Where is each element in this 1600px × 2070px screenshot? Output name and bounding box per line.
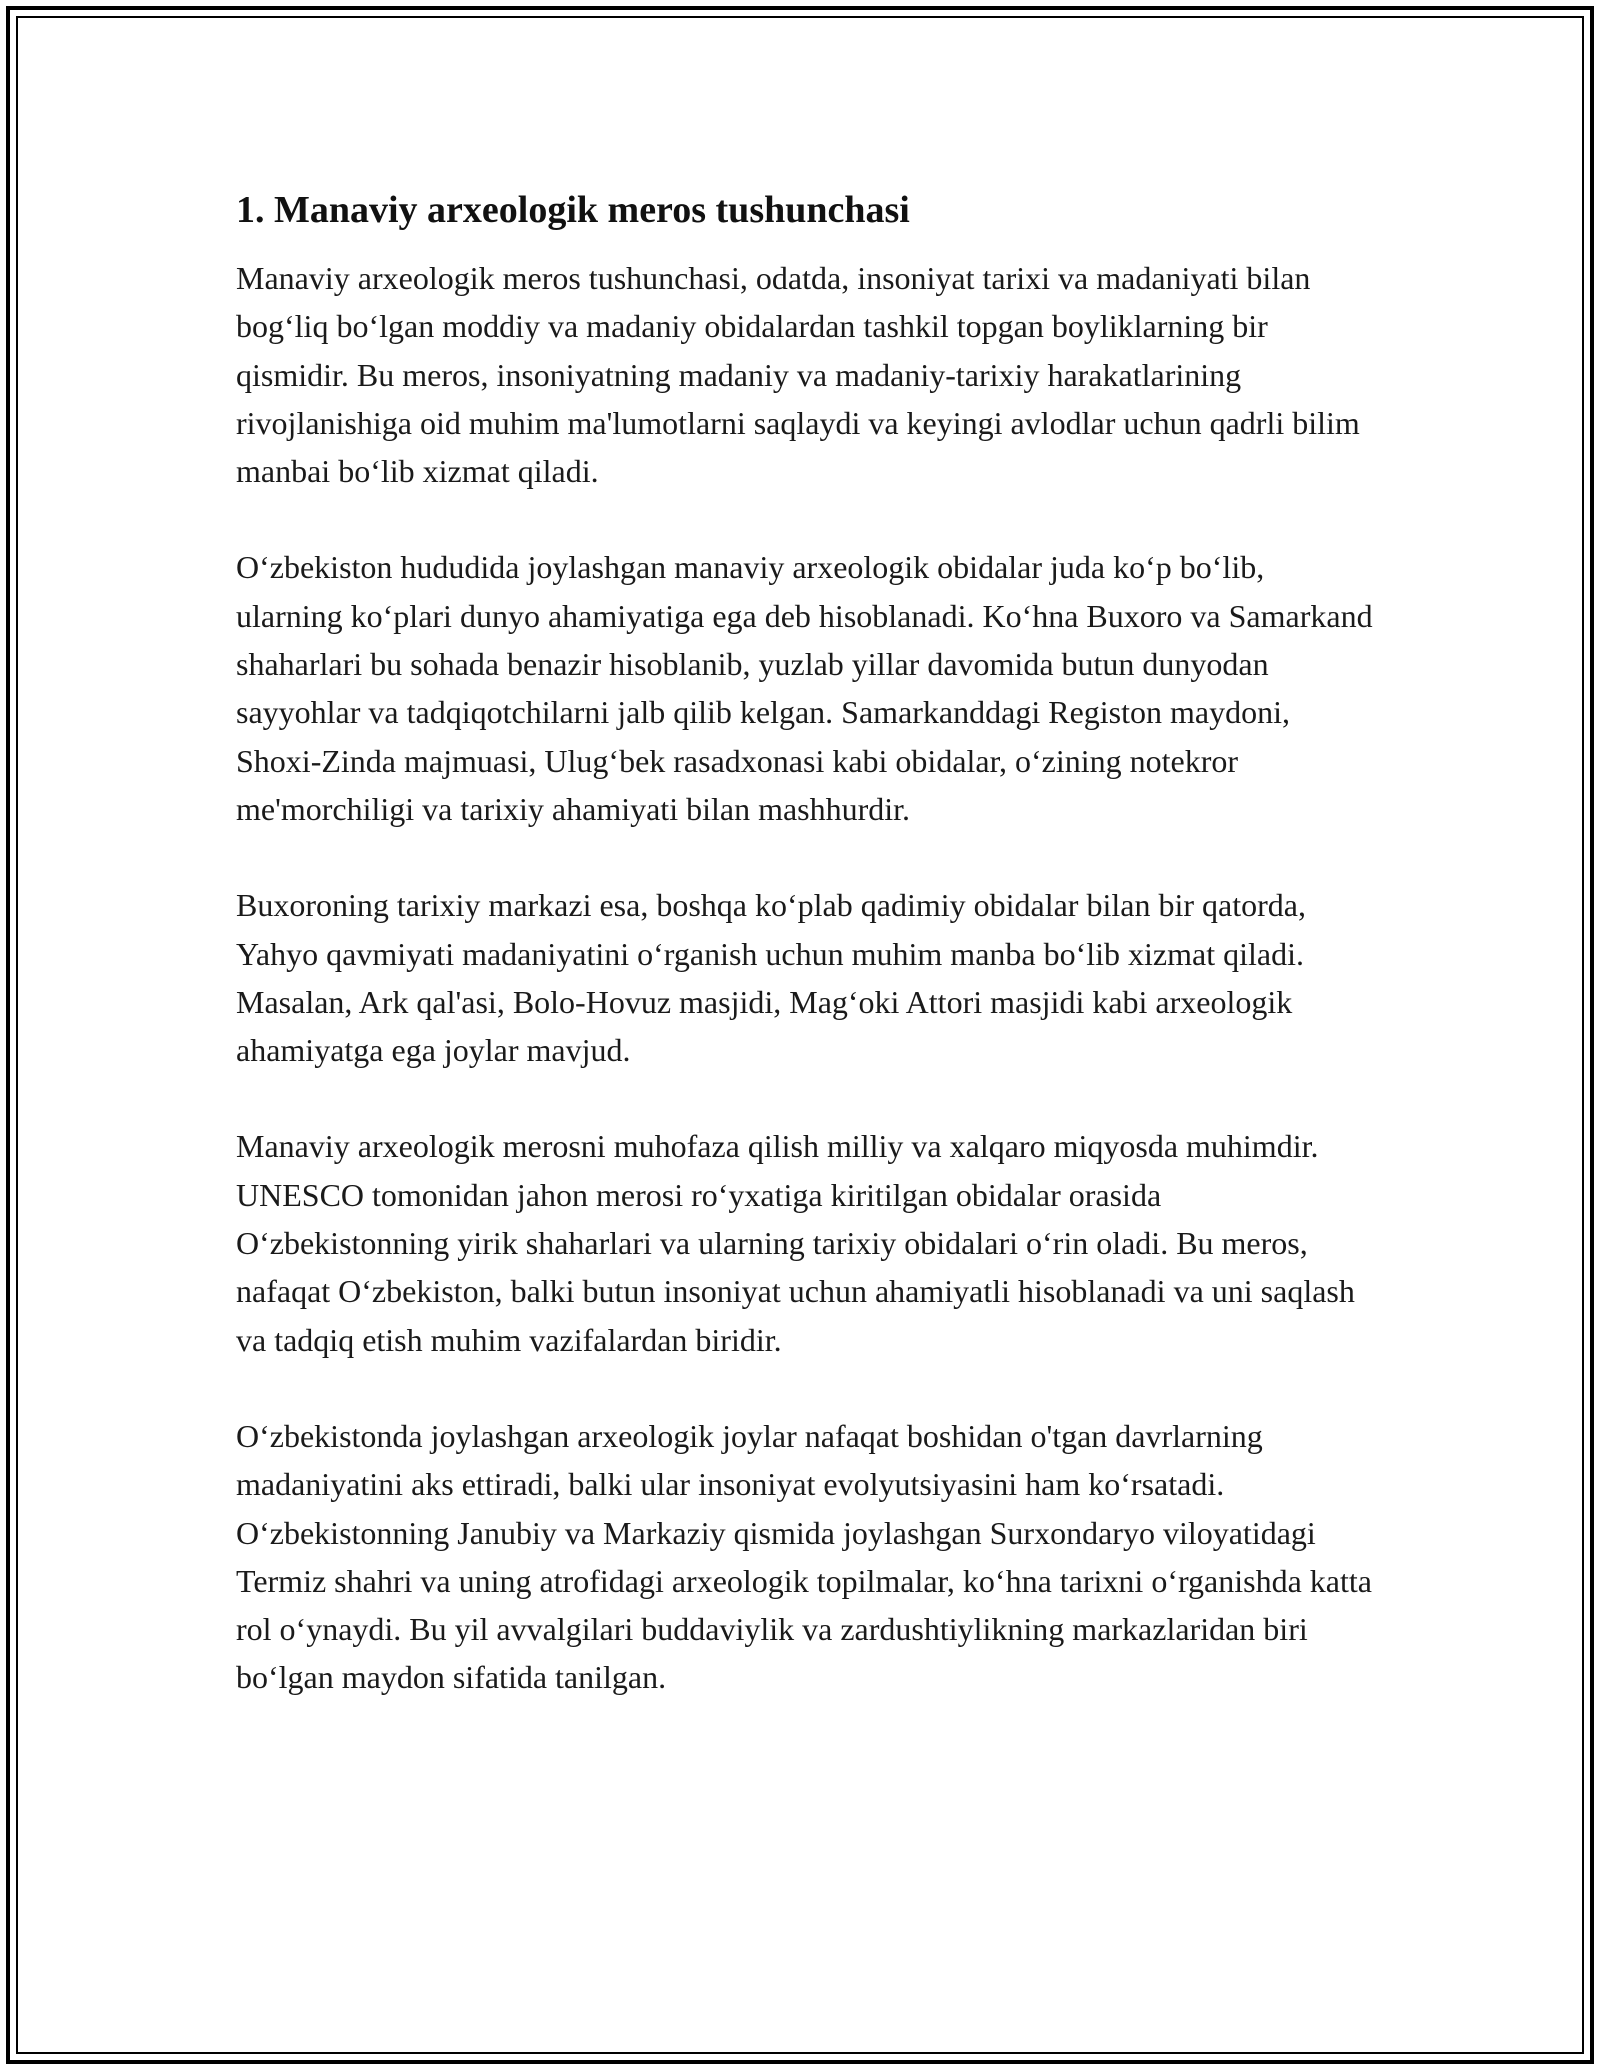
paragraph: Buxoroning tarixiy markazi esa, boshqa koʻplab qadimiy obidalar bilan bir qatorda, Yahyo qavmiyati madaniyatini oʻrganish uchun muhim manba boʻlib xizmat qiladi. Masalan, Ark qal'asi, Bolo-Hovuz masjidi, Magʻoki Attori masjidi kabi arxeologik ahamiyatga ega joylar mavjud. bbox=[236, 887, 1306, 1069]
paragraph: Oʻzbekiston hududida joylashgan manaviy arxeologik obidalar juda koʻp boʻlib, ularning koʻplari dunyo ahamiyatiga ega deb hisoblanadi. Koʻhna Buxoro va Samarkand shaharlari bu sohada benazir hisoblanib, yuzlab yillar davomida butun dunyodan sayyohlar va tadqiqotchilarni jalb qilib kelgan. Samarkanddagi Registon maydoni, Shoxi-Zinda majmuasi, Ulugʻbek rasadxonasi kabi obidalar, oʻzining notekror me'morchiligi va tarixiy ahamiyati bilan mashhurdir. bbox=[236, 549, 1373, 827]
document-body bbox=[236, 186, 1376, 1750]
paragraph: Manaviy arxeologik meros tushunchasi, odatda, insoniyat tarixi va madaniyati bilan bogʻliq boʻlgan moddiy va madaniy obidalardan tashkil topgan boyliklarning bir qismidir. Bu meros, insoniyatning madaniy va madaniy-tarixiy harakatlarining rivojlanishiga oid muhim ma'lumotlarni saqlaydi va keyingi avlodlar uchun qadrli bilim manbai boʻlib xizmat qiladi. bbox=[236, 260, 1360, 490]
section-heading: 1. Manaviy arxeologik meros tushunchasi bbox=[236, 189, 910, 231]
paragraph: Oʻzbekistonda joylashgan arxeologik joylar nafaqat boshidan o'tgan davrlarning madaniyatini aks ettiradi, balki ular insoniyat evolyutsiyasini ham koʻrsatadi. Oʻzbekistonning Janubiy va Markaziy qismida joylashgan Surxondaryo viloyatidagi Termiz shahri va uning atrofidagi arxeologik topilmalar, koʻhna tarixni oʻrganishda katta rol oʻynaydi. Bu yil avvalgilari buddaviylik va zardushtiylikning markazlaridan biri boʻlgan maydon sifatida tanilgan. bbox=[236, 1417, 1372, 1696]
paragraph: Manaviy arxeologik merosni muhofaza qilish milliy va xalqaro miqyosda muhimdir. UNESCO tomonidan jahon merosi roʻyxatiga kiritilgan obidalar orasida Oʻzbekistonning yirik shaharlari va ularning tarixiy obidalari oʻrin oladi. Bu meros, nafaqat Oʻzbekiston, balki butun insoniyat uchun ahamiyatli hisoblanadi va uni saqlash va tadqiq etish muhim vazifalardan biridir. bbox=[236, 1128, 1355, 1358]
